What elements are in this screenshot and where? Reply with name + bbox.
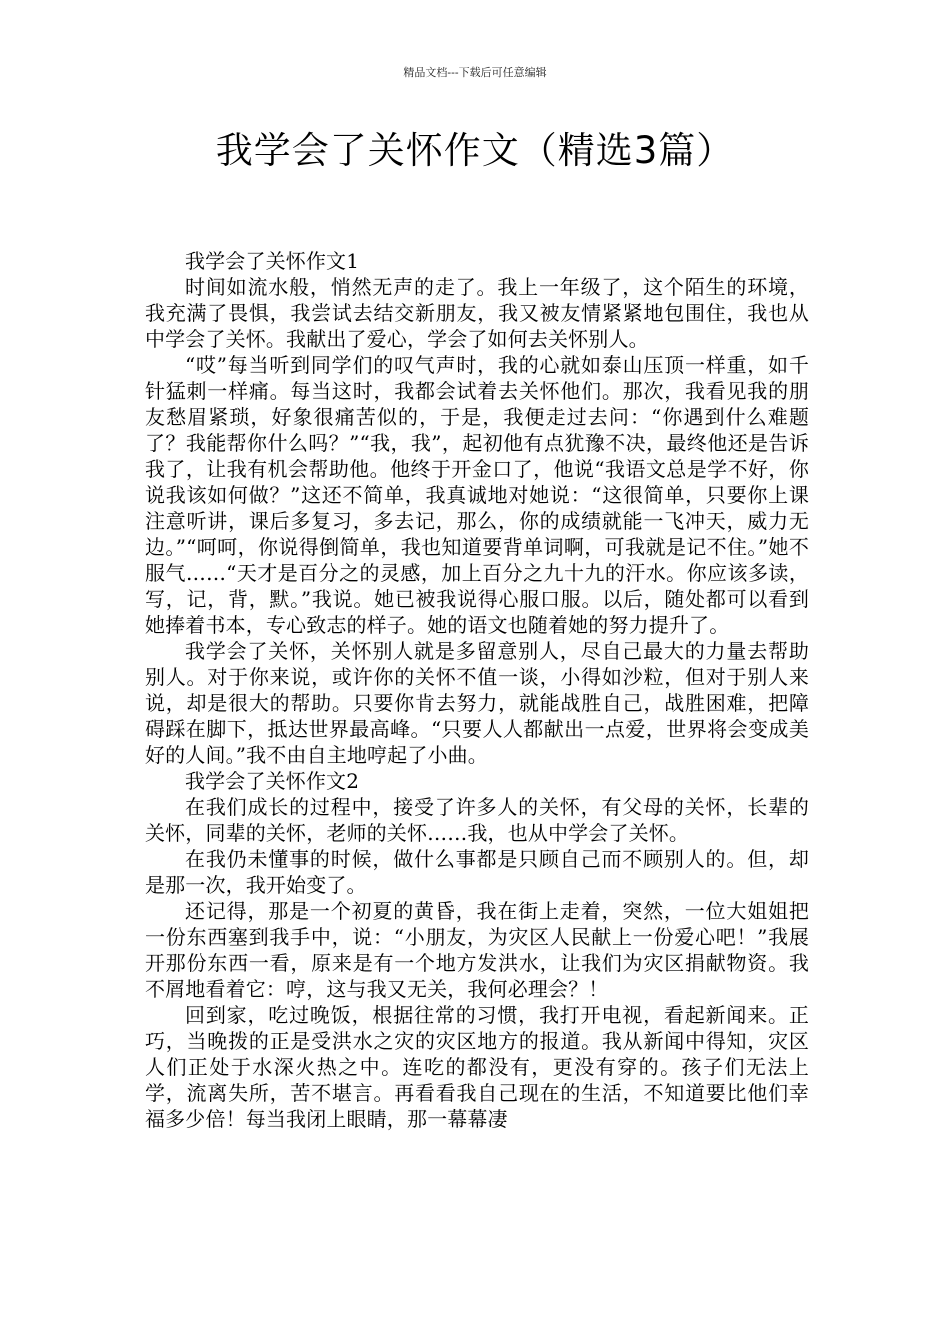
paragraph: 在我们成长的过程中，接受了许多人的关怀，有父母的关怀，长辈的关怀，同辈的关怀，老师的关怀……我，也从中学会了关怀。 [145, 795, 809, 845]
paragraph: 我学会了关怀，关怀别人就是多留意别人，尽自己最大的力量去帮助别人。对于你来说，或许你的关怀不值一谈，小得如沙粒，但对于别人来说，却是很大的帮助。只要你肯去努力，就能战胜自己，战胜困难，把障碍踩在脚下，抵达世界最高峰。“只要人人都献出一点爱，世界将会变成美好的人间。”我不由自主地哼起了小曲。 [145, 639, 809, 767]
paragraph: 时间如流水般，悄然无声的走了。我上一年级了，这个陌生的环境，我充满了畏惧，我尝试去结交新朋友，我又被友情紧紧地包围住，我也从中学会了关怀。我献出了爱心，学会了如何去关怀别人。 [145, 275, 809, 351]
paragraph: 还记得，那是一个初夏的黄昏，我在街上走着，突然，一位大姐姐把一份东西塞到我手中，说：“小朋友，为灾区人民献上一份爱心吧！”我展开那份东西一看，原来是有一个地方发洪水，让我们为灾区捐献物资。我不屑地看着它：哼，这与我又无关，我何必理会？！ [145, 899, 809, 1001]
paragraph: 在我仍未懂事的时候，做什么事都是只顾自己而不顾别人的。但，却是那一次，我开始变了。 [145, 847, 809, 897]
page-header-note: 精品文档---下载后可任意编辑 [403, 66, 547, 79]
document-title: 我学会了关怀作文（精选3篇） [215, 129, 735, 172]
document-body [145, 248, 809, 1132]
section-heading: 我学会了关怀作文1 [185, 249, 360, 273]
section-heading: 我学会了关怀作文2 [185, 769, 360, 793]
paragraph: “哎”每当听到同学们的叹气声时，我的心就如泰山压顶一样重，如千针猛刺一样痛。每当这时，我都会试着去关怀他们。那次，我看见我的朋友愁眉紧琐，好象很痛苦似的，于是，我便走过去问：“你遇到什么难题了？我能帮你什么吗？”“我，我”，起初他有点犹豫不决，最终他还是告诉我了，让我有机会帮助他。他终于开金口了，他说“我语文总是学不好，你说我该如何做？”这还不简单，我真诚地对她说：“这很简单，只要你上课注意听讲，课后多复习，多去记，那么，你的成绩就能一飞冲天，威力无边。”“呵呵，你说得倒简单，我也知道要背单词啊，可我就是记不住。”她不服气……“天才是百分之的灵感，加上百分之九十九的汗水。你应该多读，写，记，背，默。”我说。她已被我说得心服口服。以后，随处都可以看到她捧着书本，专心致志的样子。她的语文也随着她的努力提升了。 [145, 353, 809, 637]
paragraph: 回到家，吃过晚饭，根据往常的习惯，我打开电视，看起新闻来。正巧，当晚拨的正是受洪水之灾的灾区地方的报道。我从新闻中得知，灾区人们正处于水深火热之中。连吃的都没有，更没有穿的。孩子们无法上学，流离失所，苦不堪言。再看看我自己现在的生活，不知道要比他们幸福多少倍！每当我闭上眼睛，那一幕幕凄 [145, 1003, 809, 1131]
